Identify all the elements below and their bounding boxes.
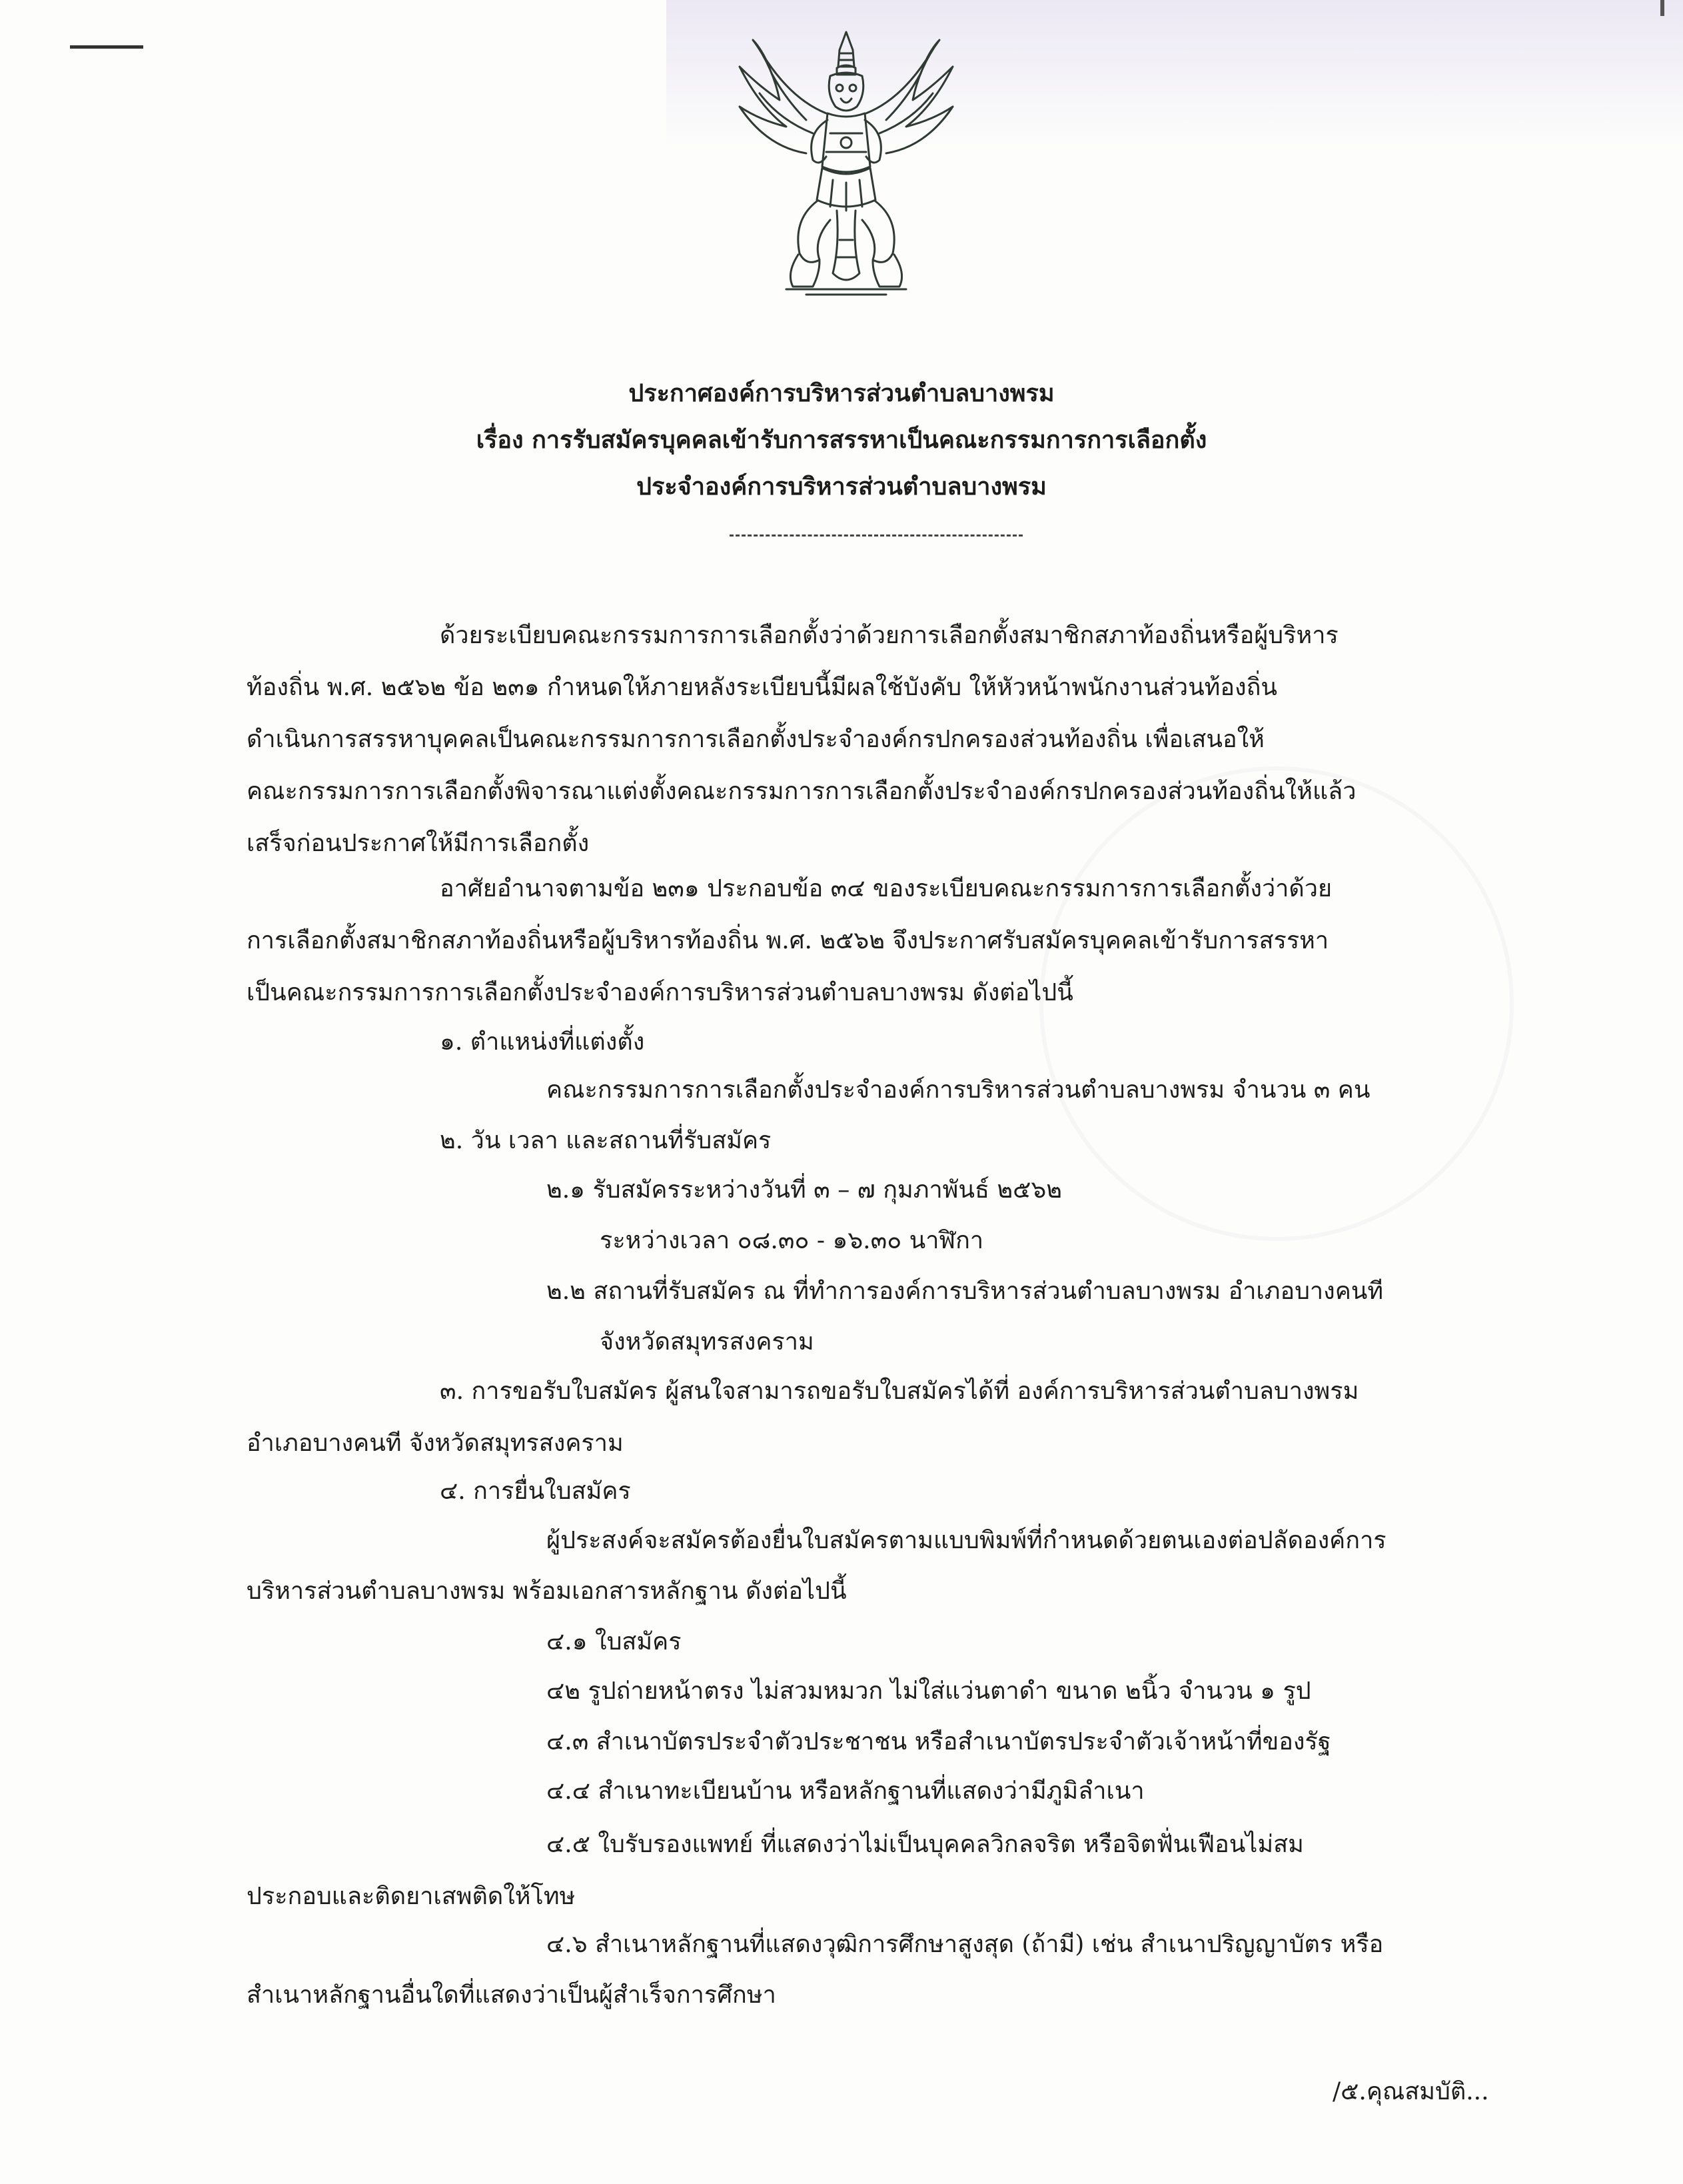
body-line: ๔.๔ สำเนาทะเบียนบ้าน หรือหลักฐานที่แสดงว่ามีภูมิลำเนา	[546, 1777, 1145, 1805]
body-line: ๔.๕ ใบรับรองแพทย์ ที่แสดงว่าไม่เป็นบุคคลวิกลจริต หรือจิตฟั่นเฟือนไม่สม	[546, 1831, 1304, 1858]
continuation-marker: /๕.คุณสมบัติ...	[1333, 2078, 1489, 2105]
section-heading: ๔. การยื่นใบสมัคร	[440, 1478, 631, 1505]
garuda-emblem-icon	[713, 20, 979, 313]
body-line: ๔๒ รูปถ่ายหน้าตรง ไม่สวมหมวก ไม่ใส่แว่นตาดำ ขนาด ๒นิ้ว จำนวน ๑ รูป	[546, 1677, 1311, 1705]
edge-mark	[1660, 0, 1664, 16]
body-line: บริหารส่วนตำบลบางพรม พร้อมเอกสารหลักฐาน ดังต่อไปนี้	[247, 1578, 847, 1605]
body-line: ๔.๑ ใบสมัคร	[546, 1628, 682, 1655]
body-line: ระหว่างเวลา ๐๘.๓๐ - ๑๖.๓๐ นาฬิกา	[600, 1227, 984, 1254]
body-line: เป็นคณะกรรมการการเลือกตั้งประจำองค์การบริหารส่วนตำบลบางพรม ดังต่อไปนี้	[247, 979, 1073, 1006]
body-line: การเลือกตั้งสมาชิกสภาท้องถิ่นหรือผู้บริหารท้องถิ่น พ.ศ. ๒๕๖๒ จึงประกาศรับสมัครบุคคลเข้ารับการสรรหา	[247, 927, 1329, 954]
body-line: คณะกรรมการการเลือกตั้งประจำองค์การบริหารส่วนตำบลบางพรม จำนวน ๓ คน	[546, 1076, 1371, 1104]
announcement-subject: เรื่อง การรับสมัครบุคคลเข้ารับการสรรหาเป็นคณะกรรมการการเลือกตั้ง	[476, 426, 1207, 454]
faint-stamp-bleed	[1039, 766, 1514, 1241]
section-heading: ๑. ตำแหน่งที่แต่งตั้ง	[440, 1028, 645, 1056]
announcement-organization: ประจำองค์การบริหารส่วนตำบลบางพรม	[636, 473, 1047, 501]
body-line: เสร็จก่อนประกาศให้มีการเลือกตั้ง	[247, 830, 590, 857]
body-line: คณะกรรมการการเลือกตั้งพิจารณาแต่งตั้งคณะกรรมการการเลือกตั้งประจำองค์กรปกครองส่วนท้องถิ่นให้แล้ว	[247, 778, 1357, 805]
body-line: ๔.๓ สำเนาบัตรประจำตัวประชาชน หรือสำเนาบัตรประจำตัวเจ้าหน้าที่ของรัฐ	[546, 1728, 1331, 1755]
body-line: ท้องถิ่น พ.ศ. ๒๕๖๒ ข้อ ๒๓๑ กำหนดให้ภายหลังระเบียบนี้มีผลใช้บังคับ ให้หัวหน้าพนักงานส่วนท้องถิ่น	[247, 674, 1278, 701]
section-heading: ๒. วัน เวลา และสถานที่รับสมัคร	[440, 1127, 772, 1154]
body-line: ๔.๖ สำเนาหลักฐานที่แสดงวุฒิการศึกษาสูงสุด (ถ้ามี) เช่น สำเนาปริญญาบัตร หรือ	[546, 1931, 1384, 1958]
punch-mark	[70, 45, 143, 49]
body-line: ด้วยระเบียบคณะกรรมการการเลือกตั้งว่าด้วยการเลือกตั้งสมาชิกสภาท้องถิ่นหรือผู้บริหาร	[440, 622, 1339, 649]
header-separator	[730, 535, 1023, 537]
section-heading: ๓. การขอรับใบสมัคร ผู้สนใจสามารถขอรับใบสมัครได้ที่ องค์การบริหารส่วนตำบลบางพรม	[440, 1378, 1359, 1405]
announcement-header	[0, 370, 1683, 510]
body-line: ประกอบและติดยาเสพติดให้โทษ	[247, 1883, 576, 1910]
body-line: ๒.๒ สถานที่รับสมัคร ณ ที่ทำการองค์การบริหารส่วนตำบลบางพรม อำเภอบางคนที	[546, 1278, 1384, 1305]
body-line: ดำเนินการสรรหาบุคคลเป็นคณะกรรมการการเลือกตั้งประจำองค์กรปกครองส่วนท้องถิ่น เพื่อเสนอให้	[247, 726, 1265, 753]
body-line: สำเนาหลักฐานอื่นใดที่แสดงว่าเป็นผู้สำเร็จการศึกษา	[247, 1981, 776, 2009]
body-line: ผู้ประสงค์จะสมัครต้องยื่นใบสมัครตามแบบพิมพ์ที่กำหนดด้วยตนเองต่อปลัดองค์การ	[546, 1527, 1387, 1554]
body-line: ๒.๑ รับสมัครระหว่างวันที่ ๓ – ๗ กุมภาพันธ์ ๒๕๖๒	[546, 1176, 1062, 1204]
announcement-title: ประกาศองค์การบริหารส่วนตำบลบางพรม	[628, 379, 1055, 407]
body-line: จังหวัดสมุทรสงคราม	[600, 1328, 814, 1356]
body-line: อาศัยอำนาจตามข้อ ๒๓๑ ประกอบข้อ ๓๔ ของระเบียบคณะกรรมการการเลือกตั้งว่าด้วย	[440, 875, 1333, 902]
body-line: อำเภอบางคนที จังหวัดสมุทรสงคราม	[247, 1430, 624, 1457]
